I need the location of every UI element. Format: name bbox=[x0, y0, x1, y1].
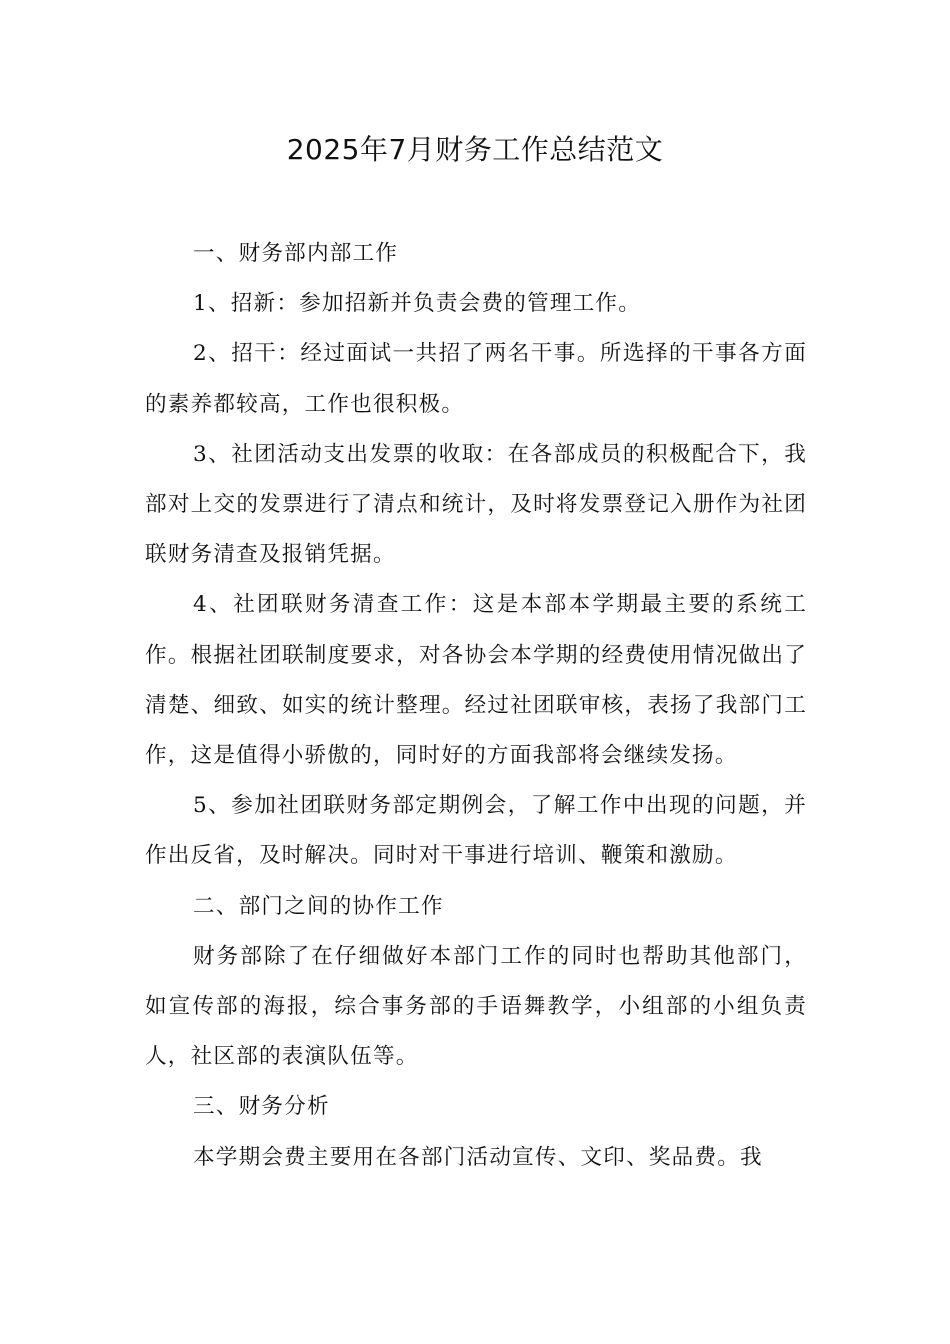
paragraph-financial-analysis: 本学期会费主要用在各部门活动宣传、文印、奖品费。我 bbox=[193, 1144, 763, 1170]
paragraph-invoice-collection: 3、社团活动支出发票的收取：在各部成员的积极配合下，我部对上交的发票进行了清点和统计，及时将发票登记入册作为社团联财务清查及报销凭据。 bbox=[145, 441, 807, 568]
paragraph-collaboration: 财务部除了在仔细做好本部门工作的同时也帮助其他部门，如宣传部的海报，综合事务部的手语舞教学，小组部的小组负责人，社区部的表演队伍等。 bbox=[145, 943, 807, 1070]
paragraph-regular-meetings: 5、参加社团联财务部定期例会，了解工作中出现的问题，并作出反省，及时解决。同时对干事进行培训、鞭策和激励。 bbox=[145, 793, 807, 869]
paragraph-financial-audit: 4、社团联财务清查工作：这是本部本学期最主要的系统工作。根据社团联制度要求，对各协会本学期的经费使用情况做出了清楚、细致、如实的统计整理。经过社团联审核，表扬了我部门工作，这是值得小骄傲的，同时好的方面我部将会继续发扬。 bbox=[145, 592, 807, 769]
document-title: 2025年7月财务工作总结范文 bbox=[286, 133, 664, 166]
document-body bbox=[145, 229, 807, 1183]
paragraph-officer-recruitment: 2、招干：经过面试一共招了两名干事。所选择的干事各方面的素养都较高，工作也很积极。 bbox=[145, 341, 807, 417]
section-heading-financial-analysis: 三、财务分析 bbox=[193, 1094, 330, 1120]
section-heading-internal-work: 一、财务部内部工作 bbox=[193, 241, 399, 266]
section-heading-collaboration: 二、部门之间的协作工作 bbox=[193, 893, 444, 919]
paragraph-recruitment: 1、招新：参加招新并负责会费的管理工作。 bbox=[193, 291, 642, 317]
